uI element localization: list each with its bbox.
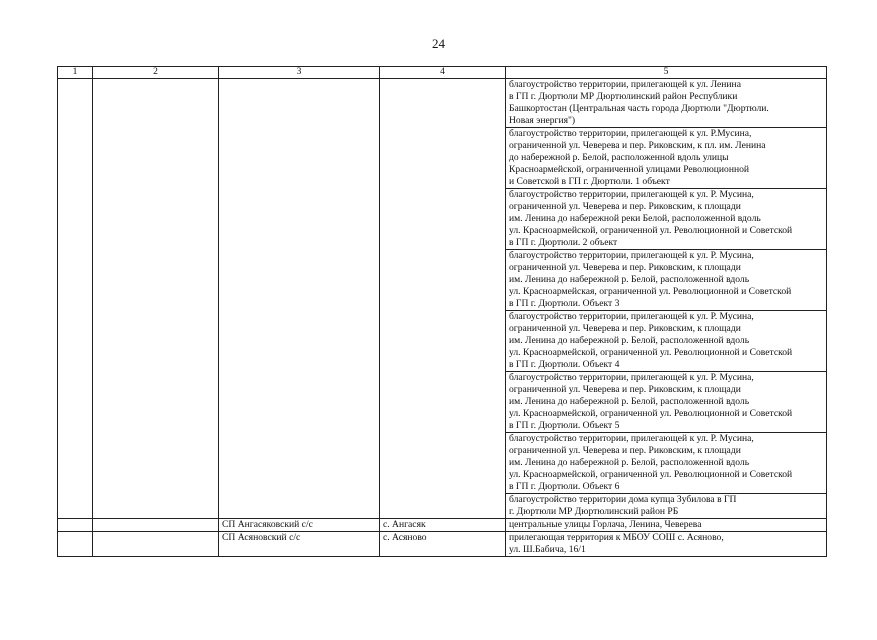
object-line: ограниченной ул. Чеверева и пер. Риковским, к площади xyxy=(509,445,741,456)
object-line: ограниченной ул. Чеверева и пер. Риковским, к площади xyxy=(509,201,741,212)
settlement-cell: СП Ангасяковский с/с xyxy=(219,519,380,532)
object-line: ул. Красноармейской, ограниченной ул. Революционной и Советской xyxy=(509,408,793,419)
object-cell xyxy=(506,532,827,557)
header-cell-5: 5 xyxy=(506,67,827,79)
header-cell-2: 2 xyxy=(93,67,219,79)
object-line: в ГП г. Дюртюли МР Дюртюлинский район Республики xyxy=(509,91,738,102)
table-row-asyanovo xyxy=(58,532,827,557)
object-cell xyxy=(506,250,827,311)
object-line: Красноармейской, ограниченной улицами Революционной xyxy=(509,164,750,175)
object-line: г. Дюртюли МР Дюртюлинский район РБ xyxy=(509,506,679,517)
cell-col1 xyxy=(58,79,93,519)
object-cell xyxy=(506,189,827,250)
locality-cell: с. Ангасяк xyxy=(380,519,506,532)
object-line: благоустройство территории, прилегающей к ул. Р. Мусина, xyxy=(509,189,754,200)
object-line: благоустройство территории, прилегающей к ул. Р.Мусина, xyxy=(509,128,752,139)
object-cell xyxy=(506,79,827,128)
object-line: им. Ленина до набережной р. Белой, расположенной вдоль xyxy=(509,335,750,346)
object-line: Башкортостан (Центральная часть города Дюртюли "Дюртюли. xyxy=(509,103,769,114)
object-line: Новая энергия") xyxy=(509,115,576,126)
object-cell xyxy=(506,372,827,433)
object-line: в ГП г. Дюртюли. Объект 5 xyxy=(509,420,620,431)
object-cell xyxy=(506,519,827,532)
object-line: ул. Красноармейской, ограниченной ул. Революционной и Советской xyxy=(509,225,793,236)
object-line: и Советской в ГП г. Дюртюли. 1 объект xyxy=(509,176,670,187)
object-line: ул. Красноармейская, ограниченной ул. Революционной и Советской xyxy=(509,286,792,297)
object-line: в ГП г. Дюртюли. Объект 3 xyxy=(509,298,620,309)
object-line: до набережной р. Белой, расположенной вдоль улицы xyxy=(509,152,729,163)
object-line: ул. Красноармейской, ограниченной ул. Революционной и Советской xyxy=(509,469,793,480)
page-number: 24 xyxy=(432,36,445,51)
object-line: в ГП г. Дюртюли. Объект 6 xyxy=(509,481,620,492)
object-line: в ГП г. Дюртюли. 2 объект xyxy=(509,237,618,248)
cell-col2 xyxy=(93,519,219,532)
object-cell xyxy=(506,128,827,189)
object-line: благоустройство территории, прилегающей к ул. Р. Мусина, xyxy=(509,250,754,261)
object-line: ограниченной ул. Чеверева и пер. Риковским, к площади xyxy=(509,323,741,334)
cell-col3 xyxy=(219,79,380,519)
object-line: благоустройство территории дома купца Зубилова в ГП xyxy=(509,494,737,505)
object-line: благоустройство территории, прилегающей к ул. Р. Мусина, xyxy=(509,433,754,444)
object-line: им. Ленина до набережной р. Белой, расположенной вдоль xyxy=(509,396,750,407)
object-line: благоустройство территории, прилегающей к ул. Ленина xyxy=(509,79,741,90)
table-row xyxy=(58,79,827,128)
object-line: центральные улицы Горлача, Ленина, Чеверева xyxy=(509,519,702,530)
object-cell xyxy=(506,433,827,494)
object-line: ограниченной ул. Чеверева и пер. Риковским, к площади xyxy=(509,384,741,395)
object-line: благоустройство территории, прилегающей к ул. Р. Мусина, xyxy=(509,311,754,322)
object-line: им. Ленина до набережной реки Белой, расположенной вдоль xyxy=(509,213,761,224)
locality-cell: с. Асяново xyxy=(380,532,506,557)
header-cell-1: 1 xyxy=(58,67,93,79)
object-line: ограниченной ул. Чеверева и пер. Риковским, к пл. им. Ленина xyxy=(509,140,766,151)
object-line: прилегающая территория к МБОУ СОШ с. Асяново, xyxy=(509,532,724,543)
object-line: благоустройство территории, прилегающей к ул. Р. Мусина, xyxy=(509,372,754,383)
cell-col2 xyxy=(93,79,219,519)
cell-col1 xyxy=(58,532,93,557)
header-cell-3: 3 xyxy=(219,67,380,79)
cell-col4 xyxy=(380,79,506,519)
object-line: в ГП г. Дюртюли. Объект 4 xyxy=(509,359,620,370)
cell-col2 xyxy=(93,532,219,557)
object-line: им. Ленина до набережной р. Белой, расположенной вдоль xyxy=(509,457,750,468)
settlement-cell: СП Асяновский с/с xyxy=(219,532,380,557)
objects-table xyxy=(57,66,827,557)
object-cell xyxy=(506,494,827,519)
object-cell xyxy=(506,311,827,372)
object-line: ул. Красноармейской, ограниченной ул. Революционной и Советской xyxy=(509,347,793,358)
table-header-row xyxy=(58,67,827,79)
cell-col1 xyxy=(58,519,93,532)
header-cell-4: 4 xyxy=(380,67,506,79)
object-line: им. Ленина до набережной р. Белой, расположенной вдоль xyxy=(509,274,750,285)
object-line: ул. Ш.Бабича, 16/1 xyxy=(509,544,586,555)
object-line: ограниченной ул. Чеверева и пер. Риковским, к площади xyxy=(509,262,741,273)
table-row-angasyak xyxy=(58,519,827,532)
